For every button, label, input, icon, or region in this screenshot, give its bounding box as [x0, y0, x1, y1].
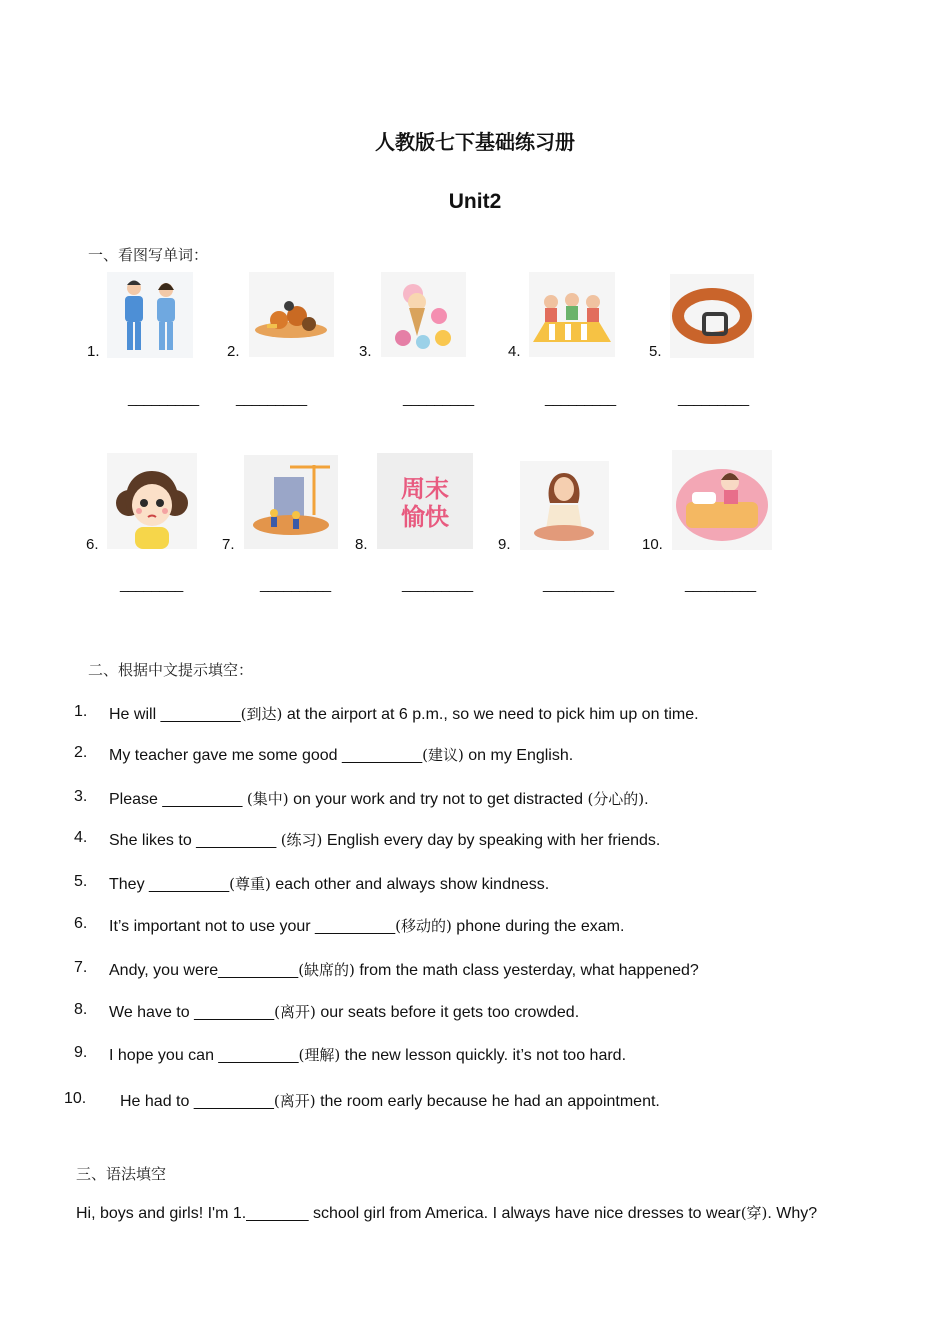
chinese-hint: (建议) — [422, 746, 464, 764]
students-uniform-icon — [107, 272, 193, 358]
chinese-hint: (理解) — [298, 1046, 341, 1064]
question-number: 2. — [74, 744, 88, 761]
kids-crossing-icon — [529, 272, 615, 357]
weekend-image-text-line1: 周末 — [401, 475, 449, 503]
question-text: He had to _________ — [120, 1093, 274, 1110]
question-text: at the airport at 6 p.m., so we need to pick him up on time. — [282, 706, 699, 723]
question-text: Please _________ — [109, 791, 247, 808]
section1-heading: 一、看图写单词： — [88, 246, 209, 264]
section3-heading: 三、语法填空 — [76, 1165, 167, 1183]
question-text: phone during the exam. — [451, 918, 625, 935]
question-number: 7. — [74, 959, 88, 976]
question-text: My teacher gave me some good _________ — [109, 747, 423, 764]
item-number: 4. — [508, 343, 521, 360]
item-number: 10. — [642, 536, 663, 553]
question-text: We have to _________ — [109, 1004, 275, 1021]
answer-blank[interactable]: _________ — [678, 390, 749, 407]
question-number: 1. — [74, 703, 88, 720]
chinese-hint: (到达) — [240, 705, 283, 723]
chinese-hint: (离开) — [273, 1092, 316, 1110]
girl-face-icon — [107, 453, 197, 549]
answer-blank[interactable]: ________ — [120, 576, 183, 593]
answer-blank[interactable]: _________ — [402, 576, 473, 593]
question-text: She likes to _________ — [109, 832, 281, 849]
passage-part: . Why? — [767, 1205, 818, 1222]
item-number: 5. — [649, 343, 662, 360]
chinese-hint: (离开) — [274, 1003, 316, 1021]
food-pile-icon — [249, 272, 334, 357]
answer-blank[interactable]: _________ — [543, 576, 614, 593]
answer-blank[interactable]: _________ — [685, 576, 756, 593]
question-text: each other and always show kindness. — [270, 876, 550, 893]
question-text: on your work and try not to get distracted — [288, 791, 588, 808]
question-number: 3. — [74, 788, 88, 805]
question-text: the room early because he had an appointment. — [315, 1093, 660, 1110]
question-text: on my English. — [463, 747, 574, 764]
item-number: 9. — [498, 536, 511, 553]
chinese-hint: (尊重) — [229, 875, 271, 893]
unit-title: Unit2 — [448, 190, 502, 213]
chinese-hint: (移动的) — [395, 917, 452, 935]
construction-workers-icon — [244, 455, 338, 549]
question-text: our seats before it gets too crowded. — [315, 1004, 580, 1021]
item-number: 8. — [355, 536, 368, 553]
question-text: English every day by speaking with her friends. — [322, 832, 661, 849]
question-text: the new lesson quickly. it’s not too hard. — [340, 1047, 627, 1064]
meditation-woman-icon — [520, 461, 609, 550]
question-row — [109, 915, 624, 936]
item-number: 6. — [86, 536, 99, 553]
item-number: 3. — [359, 343, 372, 360]
question-text: They _________ — [109, 876, 230, 893]
item-number: 7. — [222, 536, 235, 553]
question-row — [109, 788, 649, 809]
question-number: 10. — [64, 1090, 87, 1107]
question-text: I hope you can _________ — [109, 1047, 299, 1064]
girl-bed-icon — [672, 450, 772, 550]
question-text: from the math class yesterday, what happened? — [354, 962, 699, 979]
answer-blank[interactable]: _________ — [128, 390, 199, 407]
page-title: 人教版七下基础练习册 — [375, 130, 575, 154]
item-number: 1. — [87, 343, 100, 360]
question-number: 4. — [74, 829, 88, 846]
question-row — [109, 959, 699, 980]
weekend-image-text-line2: 愉快 — [401, 503, 449, 531]
section2-heading: 二、根据中文提示填空： — [88, 661, 254, 679]
question-text: It’s important not to use your _________ — [109, 918, 396, 935]
chinese-hint: (练习) — [280, 831, 323, 849]
question-number: 9. — [74, 1044, 88, 1061]
question-row — [109, 1044, 626, 1065]
item-number: 2. — [227, 343, 240, 360]
question-row — [109, 703, 699, 724]
question-text: He will _________ — [109, 706, 241, 723]
question-row — [109, 1001, 579, 1022]
chinese-hint: (集中) — [246, 790, 289, 808]
question-row — [109, 744, 573, 765]
weekend-text-icon — [377, 453, 473, 549]
answer-blank[interactable]: _________ — [545, 390, 616, 407]
answer-blank[interactable]: _________ — [236, 390, 307, 407]
question-text: Andy, you were_________ — [109, 962, 299, 979]
passage-text — [76, 1202, 817, 1223]
question-number: 5. — [74, 873, 88, 890]
answer-blank[interactable]: _________ — [260, 576, 331, 593]
chinese-hint: (缺席的) — [298, 961, 355, 979]
question-row — [109, 873, 549, 894]
question-number: 8. — [74, 1001, 88, 1018]
chinese-hint: (穿) — [740, 1204, 768, 1222]
question-row — [120, 1090, 660, 1111]
question-number: 6. — [74, 915, 88, 932]
chinese-hint: (分心的) — [587, 790, 645, 808]
ice-cream-desserts-icon — [381, 272, 466, 357]
answer-blank[interactable]: _________ — [403, 390, 474, 407]
question-row — [109, 829, 660, 850]
belt-icon — [670, 274, 754, 358]
passage-part: Hi, boys and girls! I'm 1._______ school girl from America. I always have nice dresses to wear — [76, 1205, 741, 1222]
question-text: . — [644, 791, 649, 808]
